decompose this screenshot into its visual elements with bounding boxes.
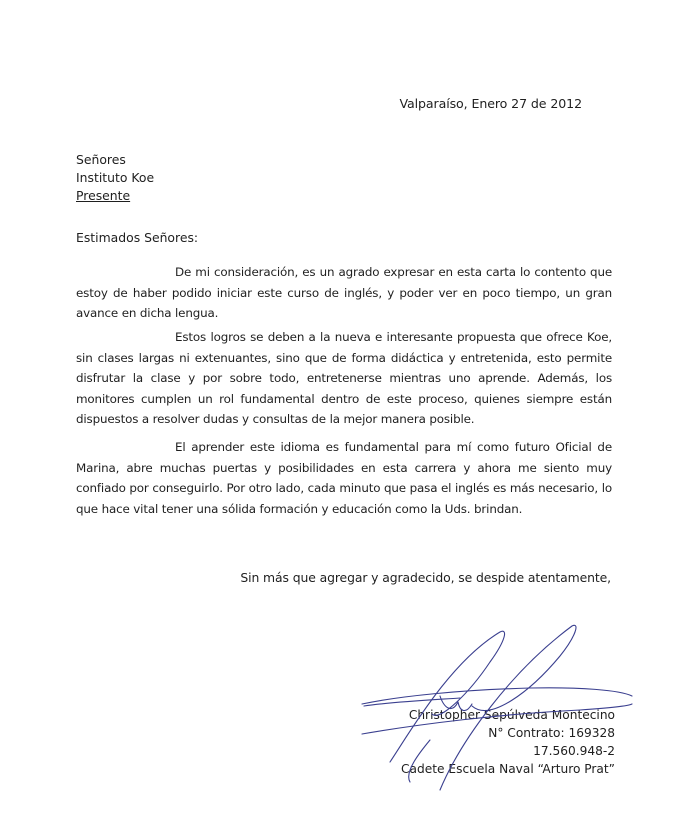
signature-block <box>401 706 615 778</box>
salutation: Estimados Señores: <box>76 230 199 245</box>
paragraph-1: De mi consideración, es un agrado expresar en esta carta lo contento que estoy de haber podido iniciar este curso de inglés, y poder ver en poco tiempo, un gran avance en dicha lengua. <box>76 265 612 320</box>
signer-name: Christopher Sepúlveda Montecino <box>408 708 615 722</box>
closing-line: Sin más que agregar y agradecido, se despide atentamente, <box>240 570 611 585</box>
recipient-line-2: Instituto Koe <box>76 170 155 185</box>
recipient-block <box>76 151 154 205</box>
paragraph-3: El aprender este idioma es fundamental para mí como futuro Oficial de Marina, abre muchas puertas y posibilidades en esta carrera y ahora me siento muy confiado por conseguirlo. Por otro lado, cada minuto que pasa el inglés es más necesario, lo que hace vital tener una sólida formación y educación como la Uds. brindan. <box>76 440 612 516</box>
date-line: Valparaíso, Enero 27 de 2012 <box>399 96 582 111</box>
signature-stroke <box>362 688 632 704</box>
signature-stroke <box>364 698 460 706</box>
signer-contract: N° Contrato: 169328 <box>488 726 615 740</box>
paragraph-2: Estos logros se deben a la nueva e interesante propuesta que ofrece Koe, sin clases largas ni extenuantes, sino que de forma didáctica y entretenida, esto permite disfrutar la clase y por sobre todo, entretenerse mientras uno aprende. Además, los monitores cumplen un rol fundamental dentro de este proceso, quienes siempre están dispuestos a resolver dudas y consultas de la mejor manera posible. <box>76 330 612 426</box>
signer-id: 17.560.948-2 <box>533 744 615 758</box>
recipient-line-3: Presente <box>76 188 131 203</box>
signer-title: Cadete Escuela Naval “Arturo Prat” <box>401 762 615 776</box>
recipient-line-1: Señores <box>76 152 126 167</box>
